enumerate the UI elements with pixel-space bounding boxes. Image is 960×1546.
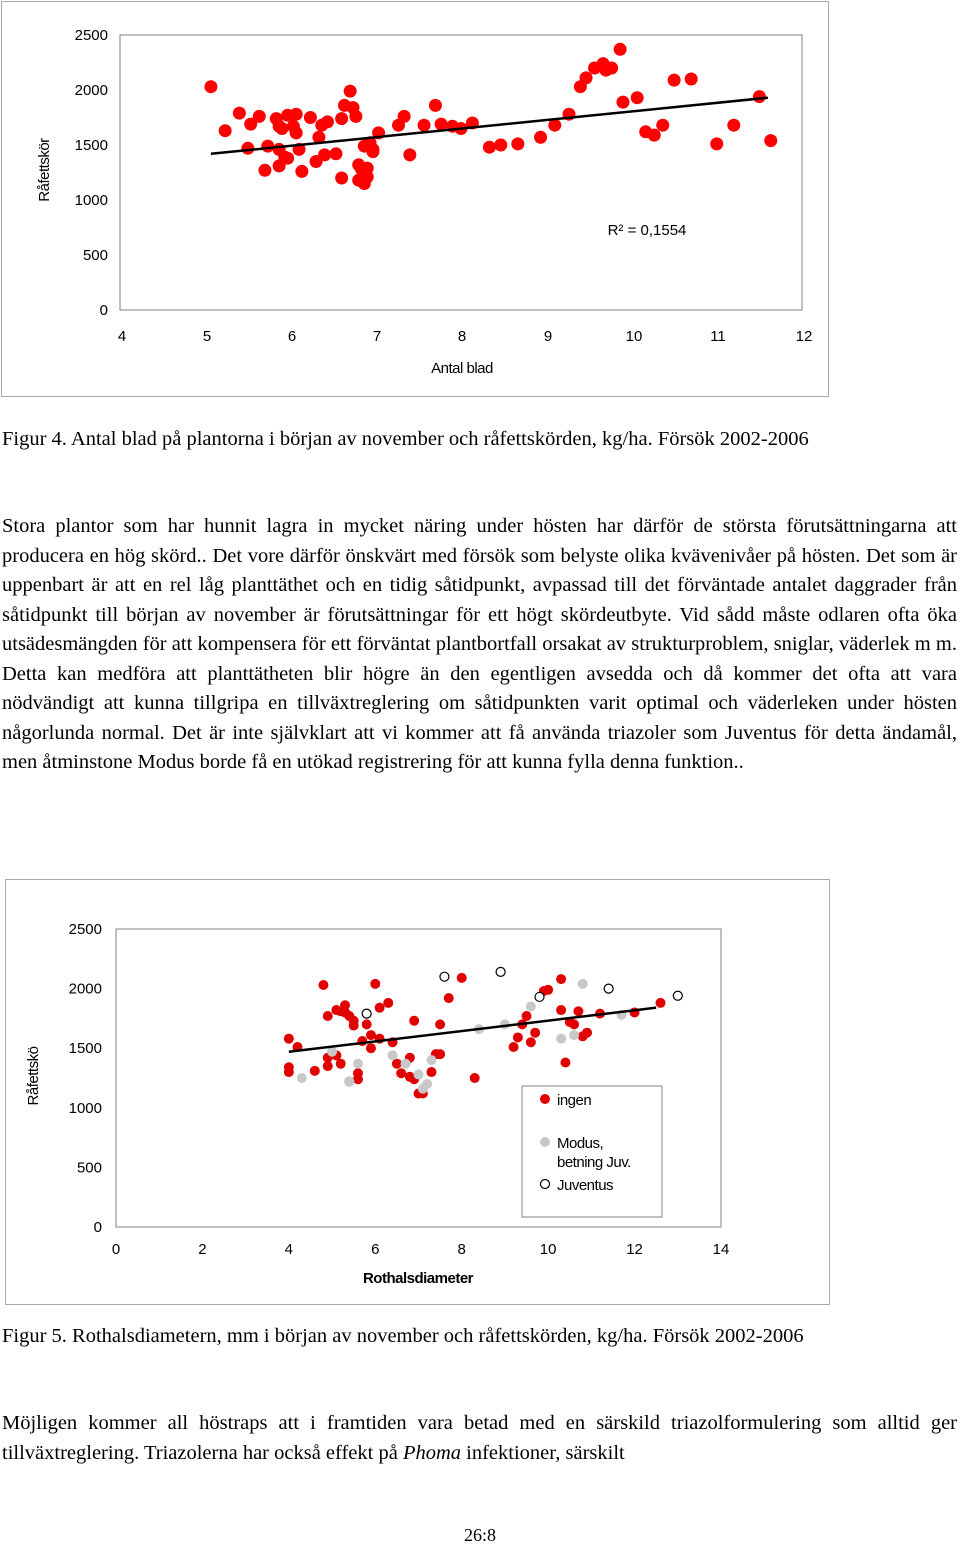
data-point-ingen [457, 973, 467, 983]
data-point-ingen [366, 1043, 376, 1053]
legend-label-modus-line2: betning Juv. [557, 1154, 631, 1171]
data-point-ingen [375, 1003, 385, 1013]
page-number: 26:8 [463, 1525, 496, 1545]
y-tick-label: 0 [99, 302, 108, 319]
data-point-modus [578, 979, 588, 989]
legend-label-juventus: Juventus [557, 1177, 614, 1194]
x-tick-label: 12 [795, 328, 813, 345]
data-point-modus [526, 1001, 536, 1011]
data-point [278, 151, 291, 164]
data-point-ingen [349, 1021, 359, 1031]
data-point-ingen [656, 998, 666, 1008]
data-point-juventus [535, 992, 544, 1001]
data-point-ingen [556, 974, 566, 984]
data-point [710, 137, 723, 150]
data-point-ingen [509, 1042, 519, 1052]
data-point [534, 131, 547, 144]
data-point [685, 73, 698, 86]
y-tick-label: 0 [93, 1219, 102, 1236]
data-point-ingen [435, 1019, 445, 1029]
data-point-ingen [284, 1034, 294, 1044]
data-point [290, 108, 303, 121]
x-tick-label: 10 [539, 1241, 557, 1258]
x-tick-label: 4 [117, 328, 127, 345]
data-point-ingen [556, 1005, 566, 1015]
legend-label-modus-line1: Modus, [557, 1135, 604, 1152]
data-point [321, 115, 334, 128]
y-tick-label: 2000 [68, 980, 102, 998]
figure4-svg [2, 2, 830, 398]
data-point-ingen [470, 1073, 480, 1083]
legend-marker-modus [540, 1137, 550, 1147]
y-axis-label: Råfettskör [36, 138, 53, 202]
x-tick-label: 2 [198, 1241, 207, 1258]
data-point [335, 112, 348, 125]
x-tick-label: 6 [371, 1241, 380, 1258]
x-tick-label: 5 [202, 328, 212, 345]
x-tick-label: 11 [710, 328, 726, 345]
paragraph-bottom-italic: Phoma [402, 1441, 462, 1464]
paragraph-bottom-text: Möjligen kommer all höstraps att i framtiden vara betad med en särskild triazolformulering som alltid ger tillväxtreglering. Triazolerna har också effekt på [2, 1412, 957, 1464]
data-point-modus [388, 1050, 398, 1060]
data-point [605, 62, 618, 75]
y-tick-label: 2000 [74, 82, 108, 99]
data-point-ingen [323, 1011, 333, 1021]
data-point-modus [297, 1073, 307, 1083]
data-point [656, 119, 669, 132]
x-tick-label: 8 [457, 328, 467, 345]
y-tick-label: 1500 [74, 137, 108, 154]
data-point [335, 172, 348, 185]
data-point-ingen [582, 1028, 592, 1038]
legend-label-ingen: ingen [557, 1092, 592, 1109]
data-point-modus [426, 1055, 436, 1065]
y-tick-label: 1000 [68, 1099, 102, 1117]
data-point-ingen [573, 1006, 583, 1016]
data-point-ingen [310, 1066, 320, 1076]
data-point [727, 119, 740, 132]
x-tick-label: 14 [712, 1241, 730, 1258]
data-point-ingen [513, 1032, 523, 1042]
x-tick-label: 8 [457, 1241, 466, 1258]
data-point [483, 141, 496, 154]
data-point-ingen [370, 979, 380, 989]
data-point [295, 165, 308, 178]
data-point [258, 164, 271, 177]
y-tick-label: 2500 [68, 921, 102, 938]
data-point [764, 134, 777, 147]
data-point-ingen [318, 980, 328, 990]
data-point-ingen [362, 1019, 372, 1029]
data-point-ingen [569, 1019, 579, 1029]
data-point-modus [556, 1034, 566, 1044]
data-point-ingen [396, 1068, 406, 1078]
data-point [344, 85, 357, 98]
data-point-modus [353, 1059, 363, 1069]
data-point [219, 124, 232, 137]
data-point [648, 129, 661, 142]
data-point-modus [422, 1079, 432, 1089]
x-tick-label: 7 [372, 328, 382, 345]
data-point-modus [401, 1059, 411, 1069]
figure5-caption: Figur 5. Rothalsdiametern, mm i början av november och råfettskörden, kg/ha. Försök 2002-2006 [2, 1325, 804, 1347]
paragraph-bottom [2, 1409, 957, 1468]
y-tick-label: 1000 [74, 192, 108, 209]
data-point-modus [414, 1069, 424, 1079]
data-point [616, 96, 629, 109]
paragraph-bottom-end: infektioner, särskilt [461, 1441, 625, 1464]
data-point [361, 170, 374, 183]
data-point [398, 110, 411, 123]
data-point-ingen [344, 1011, 354, 1021]
figure4-caption: Figur 4. Antal blad på plantorna i början av november och råfettskörden, kg/ha. Försök 2002-2006 [2, 428, 809, 450]
figure4-chart [1, 1, 829, 397]
data-point-ingen [409, 1016, 419, 1026]
data-point [435, 118, 448, 131]
data-point [631, 91, 644, 104]
data-point [753, 90, 766, 103]
x-axis-label: Antal blad [431, 360, 493, 377]
y-axis-label: Råfettskö [25, 1046, 42, 1106]
data-point-ingen [353, 1074, 363, 1084]
data-point-ingen [435, 1049, 445, 1059]
y-tick-label: 500 [76, 1159, 102, 1177]
figure5-chart [5, 879, 830, 1305]
data-point [233, 107, 246, 120]
data-point-juventus [673, 991, 682, 1000]
data-point [418, 119, 431, 132]
data-point-ingen [405, 1072, 415, 1082]
data-point [244, 118, 257, 131]
data-point [494, 139, 507, 152]
data-point [204, 80, 217, 93]
data-point-ingen [284, 1067, 294, 1077]
data-point-ingen [444, 993, 454, 1003]
data-point-ingen [383, 998, 393, 1008]
x-tick-label: 6 [287, 328, 297, 345]
data-point-ingen [336, 1059, 346, 1069]
data-point-modus [569, 1030, 579, 1040]
data-point-ingen [340, 1000, 350, 1010]
data-point [329, 147, 342, 160]
plot-area [120, 35, 802, 310]
data-point [580, 71, 593, 84]
data-point [290, 126, 303, 139]
data-point [304, 111, 317, 124]
y-tick-label: 500 [82, 247, 108, 264]
legend-marker-ingen [540, 1094, 550, 1104]
y-tick-label: 2500 [74, 27, 108, 44]
data-point-modus [327, 1047, 337, 1057]
data-point [403, 148, 416, 161]
data-point-ingen [526, 1037, 536, 1047]
data-point [261, 140, 274, 153]
data-point-juventus [496, 967, 505, 976]
data-point [511, 137, 524, 150]
data-point-ingen [560, 1058, 570, 1068]
data-point [614, 43, 627, 56]
data-point-ingen [426, 1067, 436, 1077]
data-point-juventus [440, 972, 449, 981]
data-point-ingen [530, 1028, 540, 1038]
data-point [366, 143, 379, 156]
x-tick-label: 10 [625, 328, 643, 345]
paragraph-main: Stora plantor som har hunnit lagra in mycket näring under hösten har därför de största förutsättningarna att producera en hög skörd.. Det vore därför önskvärt med försök som belyste olika kvävenivåer på hösten. Det som är uppenbart är att en rel låg planttäthet och en tidig såtidpunkt, avpassad till det förväntade antalet daggrader från såtidpunkt till början av november är förutsättningar för ett högt skördeutbyte. Vid sådd måste odlaren ofta öka utsädesmängden för att kompensera för ett förväntat plantbortfall orsakat av strukturproblem, sniglar, väderlek m m. Detta kan medföra att planttätheten blir högre än den egentligen avsedda och då kommer det ofta att vara nödvändigt att kunna tillgripa en tillväxtreglering om såtidpunkten varit optimal och väderleken under hösten någorlunda normal. Det är inte självklart att vi kommer att få använda triazoler som Juventus för detta ändamål, men åtminstone Modus borde få en utökad registrering för att kunna fylla denna funktion.. [2, 515, 957, 773]
data-point [668, 74, 681, 87]
x-tick-label: 0 [111, 1241, 121, 1258]
r-squared-annotation: R² = 0,1554 [607, 222, 687, 239]
data-point [275, 122, 288, 135]
data-point-ingen [366, 1030, 376, 1040]
x-tick-label: 9 [543, 328, 553, 345]
figure5-svg [6, 880, 831, 1306]
data-point-ingen [543, 985, 553, 995]
data-point [241, 142, 254, 155]
data-point-ingen [522, 1011, 532, 1021]
data-point-juventus [604, 984, 613, 993]
y-tick-label: 1500 [68, 1040, 102, 1058]
legend-marker-juventus [541, 1180, 550, 1189]
data-point [429, 99, 442, 112]
data-point-juventus [362, 1009, 371, 1018]
data-point [349, 110, 362, 123]
x-tick-label: 4 [284, 1241, 294, 1258]
data-point-modus [344, 1077, 354, 1087]
data-point [318, 148, 331, 161]
x-tick-label: 12 [626, 1241, 643, 1258]
x-axis-label: Rothalsdiameter [362, 1270, 474, 1287]
